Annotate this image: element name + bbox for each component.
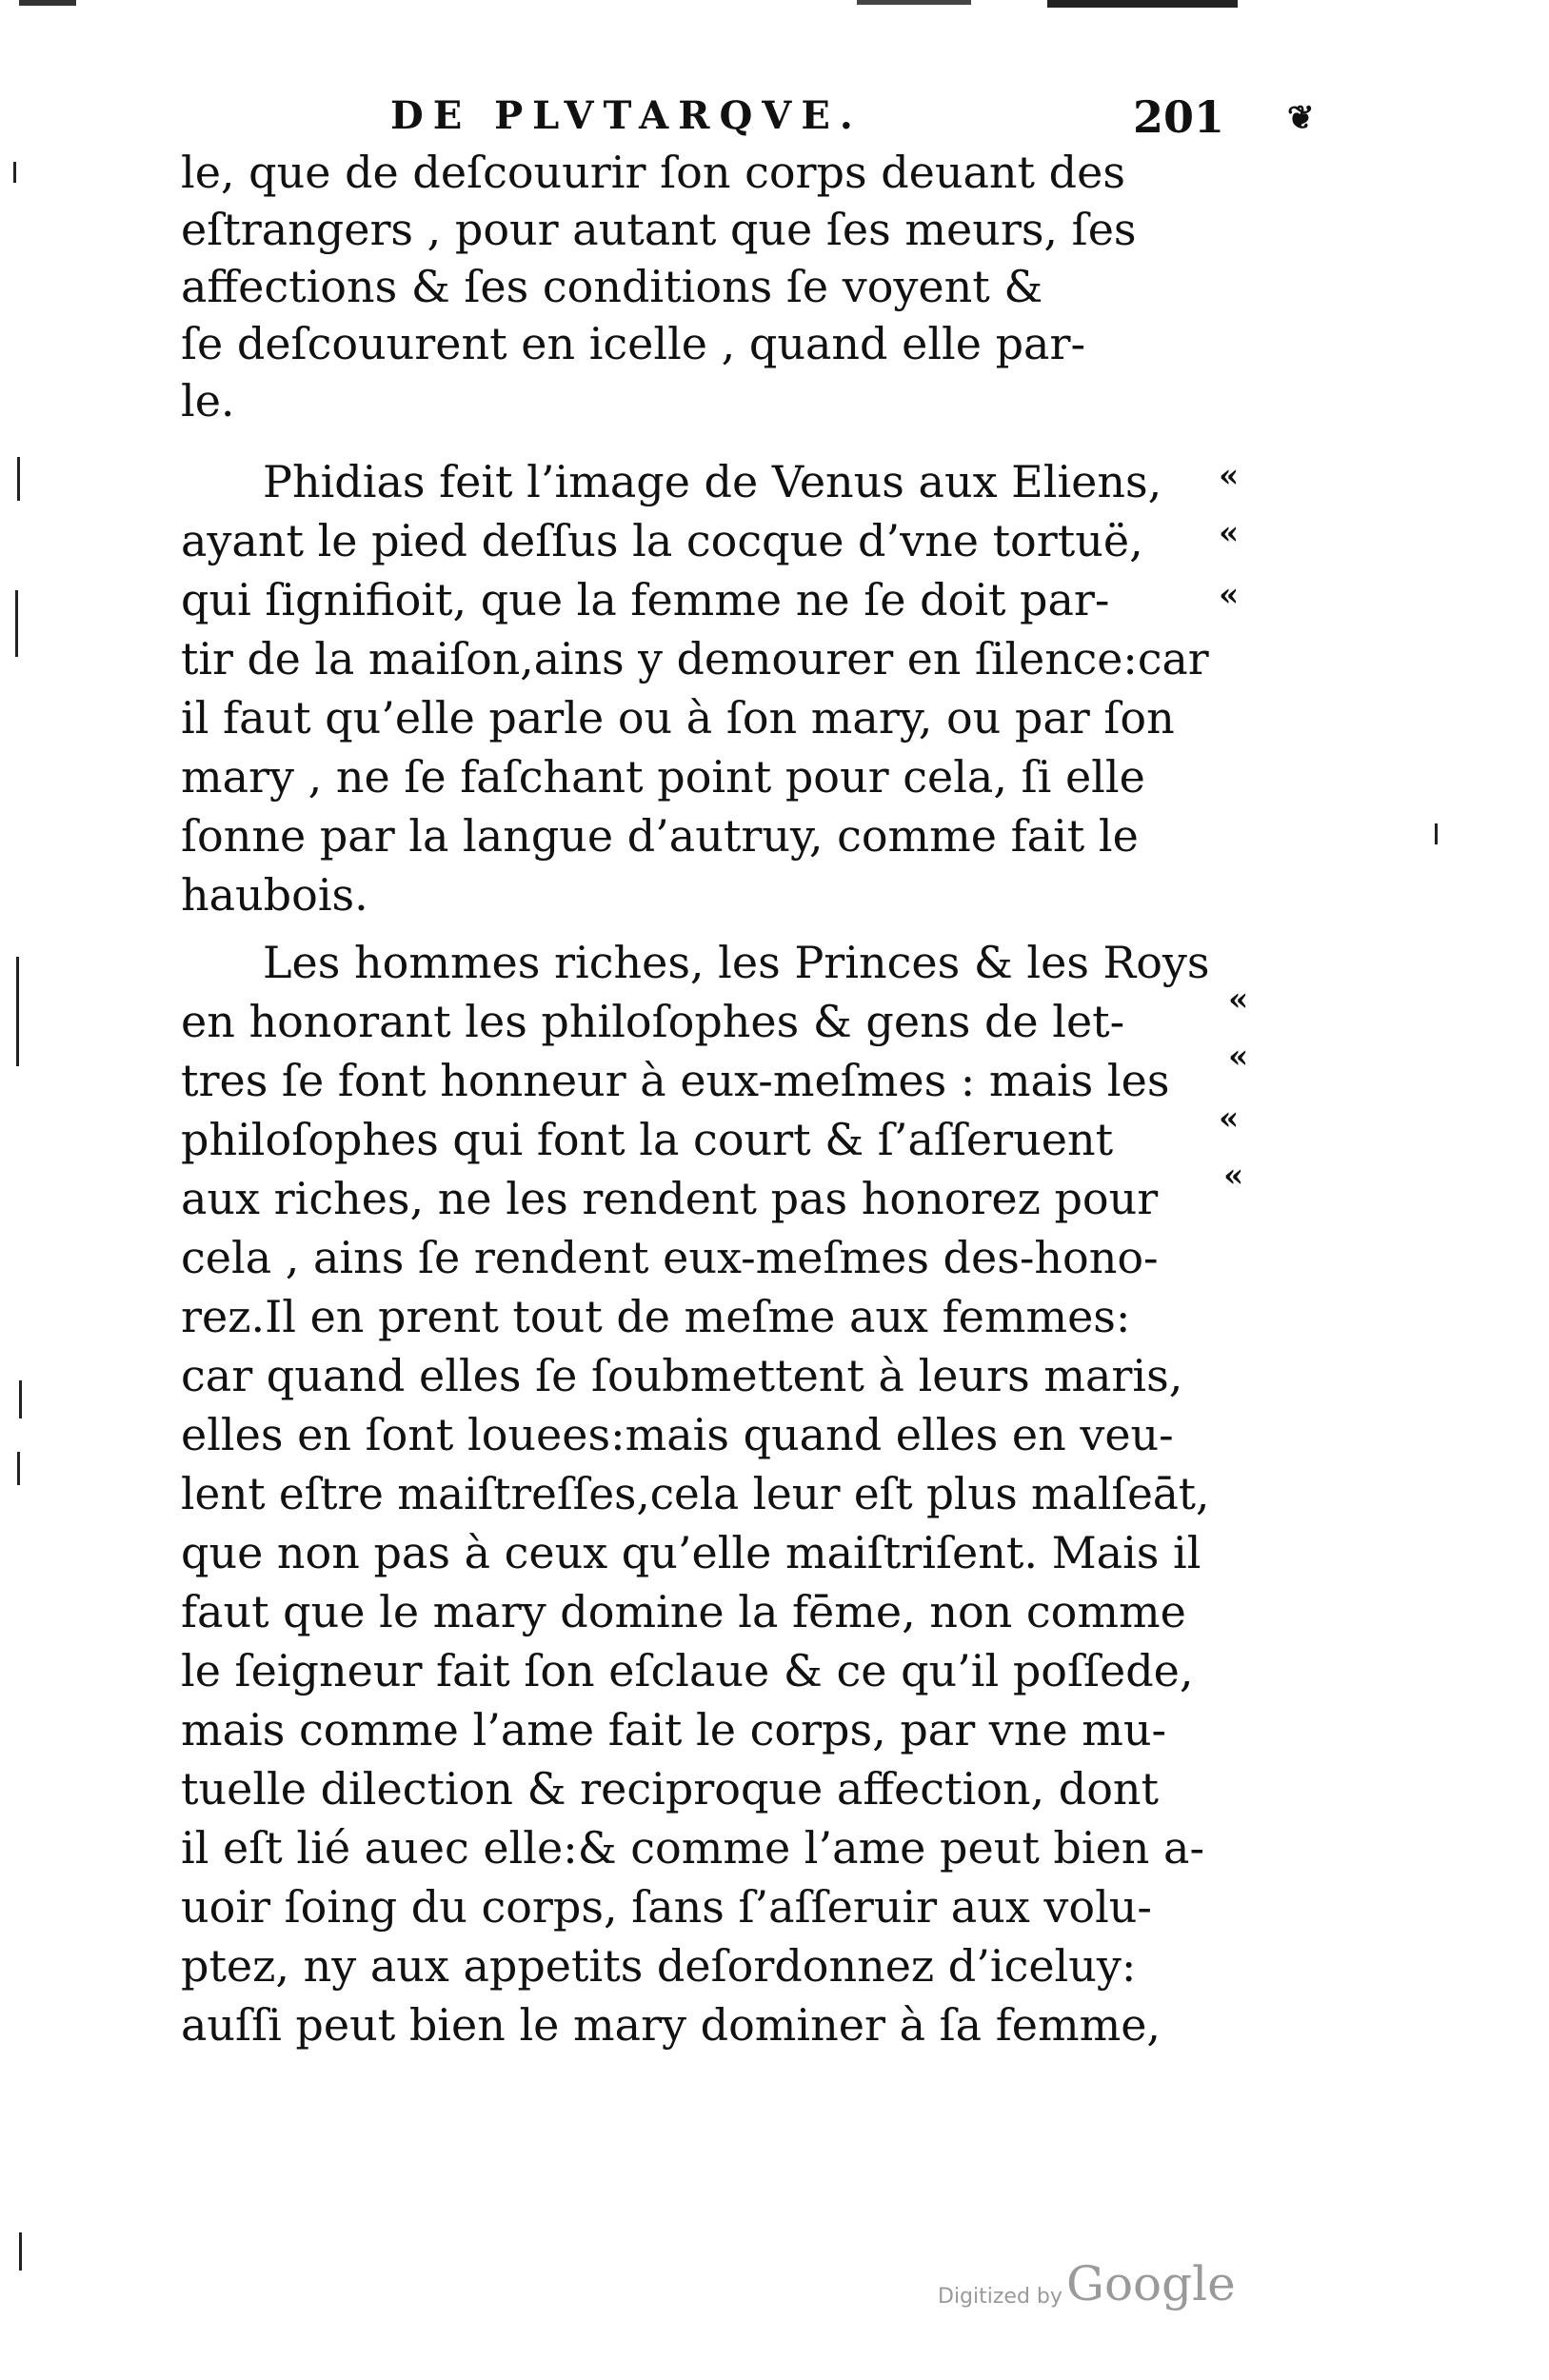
text-line: mais comme l’ame fait le corps, par vne mu- bbox=[181, 1704, 1167, 1755]
scan-edge-mark bbox=[15, 590, 18, 657]
text-line: en honorant les philoſophes & gens de let- bbox=[181, 996, 1125, 1047]
text-line: il eſt lié auec elle:& comme l’ame peut bien a- bbox=[181, 1822, 1205, 1874]
quote-mark: « bbox=[1219, 514, 1240, 552]
running-head: DE PLVTARQVE. bbox=[390, 93, 863, 138]
scan-edge-mark bbox=[19, 2232, 22, 2271]
google-watermark bbox=[938, 2256, 1395, 2313]
text-line: tres ſe font honneur à eux-meſmes : mais les bbox=[181, 1055, 1170, 1106]
text-line: tuelle dilection & reciproque affection, dont bbox=[181, 1763, 1160, 1815]
text-line: elles en ſont louees:mais quand elles en veu- bbox=[181, 1409, 1174, 1460]
page-header bbox=[181, 93, 1228, 141]
text-line: ptez, ny aux appetits deſordonnez d’iceluy: bbox=[181, 1940, 1137, 1992]
text-line: mary , ne ſe faſchant point pour cela, ſi elle bbox=[181, 751, 1145, 803]
google-logo: Google bbox=[1066, 2256, 1236, 2311]
text-line: eſtrangers , pour autant que ſes meurs, ſes bbox=[181, 204, 1137, 255]
scan-edge-mark bbox=[19, 1380, 22, 1418]
text-line: ſe deſcouurent en icelle , quand elle par- bbox=[181, 318, 1085, 369]
text-line: le. bbox=[181, 375, 235, 426]
quote-mark: « bbox=[1228, 981, 1249, 1019]
fleuron-ornament: ❦ bbox=[1287, 99, 1315, 137]
text-line: rez.Il en prent tout de meſme aux femmes: bbox=[181, 1291, 1131, 1342]
text-line: Les hommes riches, les Princes & les Roys bbox=[263, 937, 1210, 988]
scan-edge-mark bbox=[17, 1452, 20, 1485]
watermark-prefix: Digitized by bbox=[938, 2285, 1062, 2309]
quote-mark: « bbox=[1223, 1157, 1244, 1195]
text-line: auſſi peut bien le mary dominer à ſa femme, bbox=[181, 1999, 1162, 2051]
text-line: il faut qu’elle parle ou à ſon mary, ou par ſon bbox=[181, 692, 1175, 744]
scan-edge-mark bbox=[17, 457, 20, 501]
text-line: le, que de deſcouurir ſon corps deuant des bbox=[181, 147, 1125, 198]
text-line: tir de la maiſon,ains y demourer en ſilence:car bbox=[181, 633, 1209, 684]
page-number: 201 bbox=[1133, 91, 1225, 143]
text-line: ayant le pied deſſus la cocque d’vne tortuë, bbox=[181, 515, 1143, 566]
text-line: lent eſtre maiſtreſſes,cela leur eſt plus malſeāt, bbox=[181, 1468, 1210, 1519]
text-line: ſonne par la langue d’autruy, comme fait le bbox=[181, 810, 1139, 862]
quote-mark: « bbox=[1219, 457, 1240, 495]
scan-edge-mark bbox=[1435, 823, 1438, 844]
scan-edge-mark bbox=[16, 957, 19, 1066]
text-line: aux riches, ne les rendent pas honorez pour bbox=[181, 1173, 1159, 1224]
text-line: Phidias feit l’image de Venus aux Eliens, bbox=[263, 456, 1162, 507]
quote-mark: « bbox=[1219, 1100, 1240, 1138]
text-line: philoſophes qui font la court & ſ’aſſeruent bbox=[181, 1114, 1114, 1165]
quote-mark: « bbox=[1219, 576, 1240, 614]
text-line: le ſeigneur fait ſon eſclaue & ce qu’il poſſede, bbox=[181, 1645, 1194, 1696]
scan-top-edge bbox=[19, 0, 1542, 10]
scan-edge-mark bbox=[13, 162, 16, 183]
text-line: haubois. bbox=[181, 869, 368, 921]
text-line: uoir ſoing du corps, ſans ſ’aſſeruir aux volu- bbox=[181, 1881, 1152, 1933]
text-line: faut que le mary domine la fēme, non comme bbox=[181, 1586, 1186, 1637]
text-line: affections & ſes conditions ſe voyent & bbox=[181, 261, 1043, 312]
text-line: cela , ains ſe rendent eux-meſmes des-hono- bbox=[181, 1232, 1159, 1283]
quote-mark: « bbox=[1228, 1038, 1249, 1076]
text-line: qui ſignifioit, que la femme ne ſe doit par- bbox=[181, 574, 1110, 625]
text-line: car quand elles ſe ſoubmettent à leurs maris, bbox=[181, 1350, 1183, 1401]
text-line: que non pas à ceux qu’elle maiſtriſent. Mais il bbox=[181, 1527, 1201, 1578]
